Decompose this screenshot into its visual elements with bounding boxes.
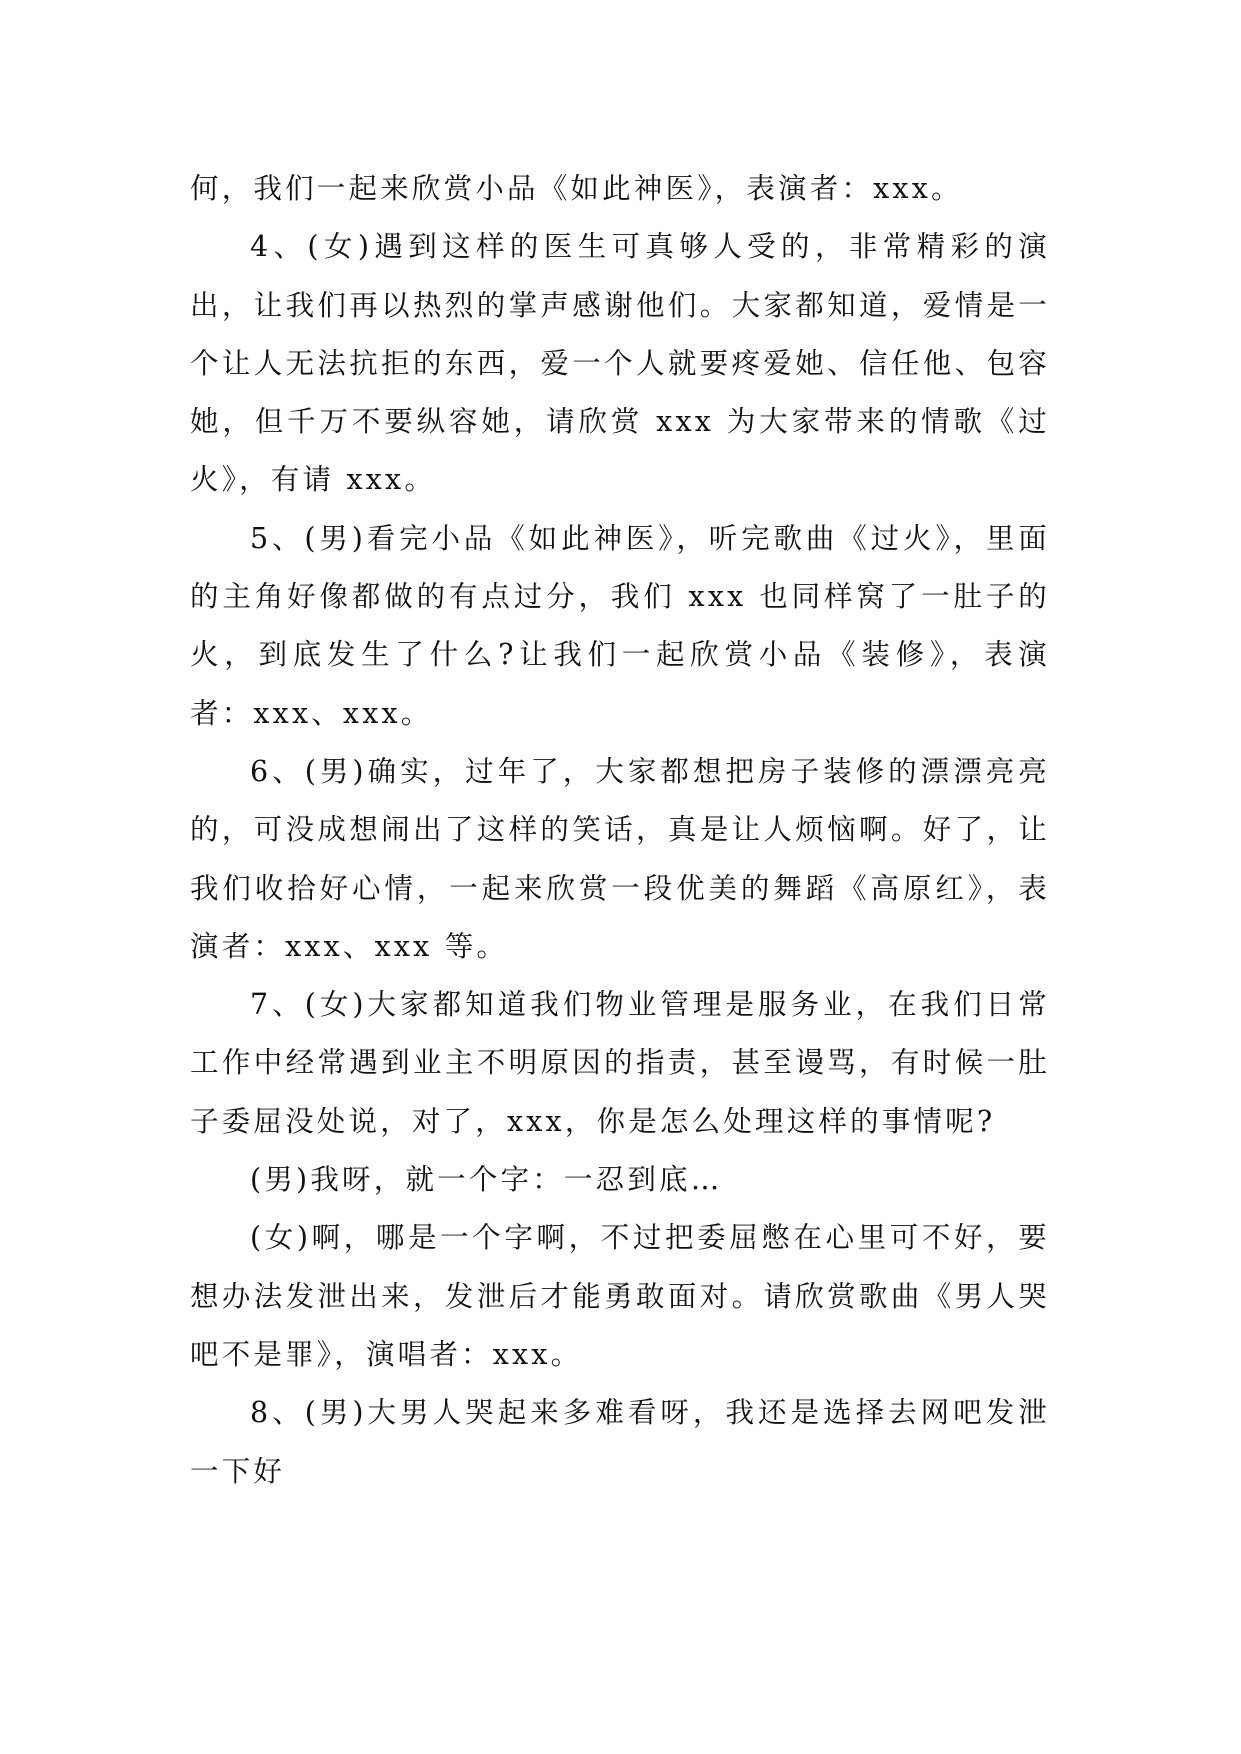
paragraph-item-7: 7、(女)大家都知道我们物业管理是服务业，在我们日常工作中经常遇到业主不明原因的指责，甚至谩骂，有时候一肚子委屈没处说，对了，xxx，你是怎么处理这样的事情呢? bbox=[190, 988, 1050, 1138]
paragraph-continuation: 何，我们一起来欣赏小品《如此神医》，表演者：xxx。 bbox=[190, 172, 963, 205]
paragraph-item-8: 8、(男)大男人哭起来多难看呀，我还是选择去网吧发泄一下好 bbox=[190, 1396, 1050, 1488]
paragraph-item-4: 4、(女)遇到这样的医生可真够人受的，非常精彩的演出，让我们再以热烈的掌声感谢他们。大家都知道，爱情是一个让人无法抗拒的东西，爱一个人就要疼爱她、信任他、包容她，但千万不要纵容她，请欣赏 xxx 为大家带来的情歌《过火》，有请 xxx。 bbox=[190, 230, 1050, 497]
paragraph-male-reply: (男)我呀，就一个字：一忍到底… bbox=[250, 1163, 723, 1197]
paragraph-item-6: 6、(男)确实，过年了，大家都想把房子装修的漂漂亮亮的，可没成想闹出了这样的笑话，真是让人烦恼啊。好了，让我们收拾好心情，一起来欣赏一段优美的舞蹈《高原红》，表演者：xxx、xxx 等。 bbox=[190, 754, 1050, 963]
body-text bbox=[190, 160, 1050, 1501]
paragraph-item-5: 5、(男)看完小品《如此神医》，听完歌曲《过火》，里面的主角好像都做的有点过分，我们 xxx 也同样窝了一肚子的火，到底发生了什么?让我们一起欣赏小品《装修》，表演者：xxx、xxx。 bbox=[190, 521, 1050, 730]
paragraph-female-reply: (女)啊，哪是一个字啊，不过把委屈憋在心里可不好，要想办法发泄出来，发泄后才能勇敢面对。请欣赏歌曲《男人哭吧不是罪》，演唱者：xxx。 bbox=[190, 1221, 1050, 1371]
